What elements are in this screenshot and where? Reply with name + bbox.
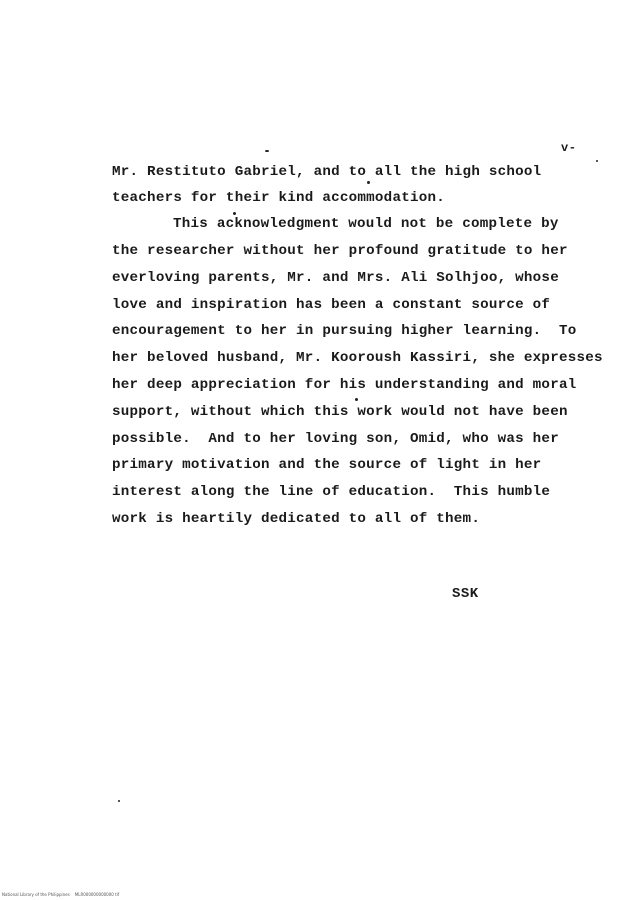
body-line: teachers for their kind accommodation. bbox=[112, 190, 446, 206]
signature-initials: SSK bbox=[452, 586, 479, 602]
scan-speck bbox=[355, 398, 358, 401]
body-line: This acknowledgment would not be complete by bbox=[173, 216, 559, 232]
body-line: love and inspiration has been a constant source of bbox=[112, 297, 551, 313]
body-line: encouragement to her in pursuing higher learning. To bbox=[112, 323, 577, 339]
scan-footer: National Library of the Philippines MLR000000000000 tif bbox=[2, 892, 120, 897]
scan-speck bbox=[265, 150, 269, 152]
body-line: interest along the line of education. This humble bbox=[112, 484, 551, 500]
body-line: her deep appreciation for his understanding and moral bbox=[112, 377, 577, 393]
scan-speck bbox=[367, 181, 370, 184]
body-line: work is heartily dedicated to all of them. bbox=[112, 511, 481, 527]
body-line: possible. And to her loving son, Omid, who was her bbox=[112, 431, 559, 447]
page-number: v- bbox=[561, 141, 577, 155]
body-line: the researcher without her profound gratitude to her bbox=[112, 243, 568, 259]
body-line: her beloved husband, Mr. Kooroush Kassiri, she expresses bbox=[112, 350, 603, 366]
scan-speck bbox=[596, 160, 598, 162]
scan-speck bbox=[118, 800, 120, 802]
body-line: everloving parents, Mr. and Mrs. Ali Solhjoo, whose bbox=[112, 270, 559, 286]
scan-speck bbox=[233, 212, 236, 215]
body-line: primary motivation and the source of light in her bbox=[112, 457, 542, 473]
body-line: support, without which this work would not have been bbox=[112, 404, 568, 420]
body-line: Mr. Restituto Gabriel, and to all the high school bbox=[112, 164, 542, 180]
